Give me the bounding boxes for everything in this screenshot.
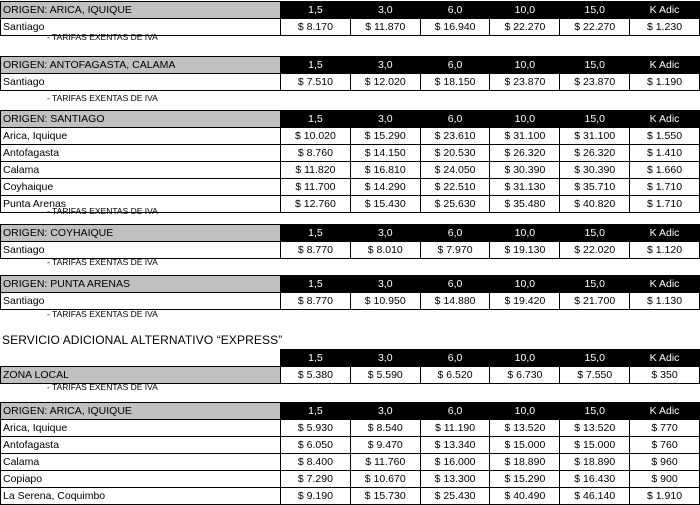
- rate-cell: $ 25.430: [420, 488, 490, 505]
- extra-kg-column-header: K Adic: [630, 403, 700, 420]
- rate-cell: $ 1.550: [630, 128, 700, 145]
- rate-cell: $ 30.390: [560, 162, 630, 179]
- table-row: [1, 74, 700, 91]
- express-zona-local-block: [0, 349, 700, 384]
- destination-label: Coyhaique: [1, 179, 281, 196]
- rate-cell: $ 1.230: [630, 19, 700, 36]
- rate-cell: $ 11.760: [350, 454, 420, 471]
- origin-header: ORIGEN: ANTOFAGASTA, CALAMA: [1, 57, 281, 74]
- rate-cell: $ 11.700: [281, 179, 351, 196]
- weight-column-header: 15,0: [560, 111, 630, 128]
- extra-kg-column-header: K Adic: [630, 350, 700, 367]
- rate-cell: $ 8.770: [281, 242, 351, 259]
- tariff-block-santiago: [0, 110, 700, 213]
- rate-cell: $ 20.530: [420, 145, 490, 162]
- rate-cell: $ 15.000: [490, 437, 560, 454]
- weight-column-header: 3,0: [350, 276, 420, 293]
- weight-column-header: 3,0: [350, 403, 420, 420]
- rate-cell: $ 760: [630, 437, 700, 454]
- weight-column-header: 10,0: [490, 111, 560, 128]
- rate-cell: $ 9.470: [350, 437, 420, 454]
- tax-exempt-note: - TARIFAS EXENTAS DE IVA: [47, 309, 158, 319]
- rate-cell: $ 14.150: [350, 145, 420, 162]
- tariff-table: [0, 110, 700, 213]
- rate-cell: $ 5.380: [281, 367, 351, 384]
- weight-column-header: 1,5: [281, 403, 351, 420]
- destination-label: La Serena, Coquimbo: [1, 488, 281, 505]
- origin-header: ORIGEN: COYHAIQUE: [1, 225, 281, 242]
- express-section-title: SERVICIO ADICIONAL ALTERNATIVO “EXPRESS”: [2, 333, 283, 347]
- table-row: [1, 471, 700, 488]
- table-row: [1, 437, 700, 454]
- destination-label: Santiago: [1, 19, 281, 36]
- table-row: [1, 179, 700, 196]
- header-row: [1, 225, 700, 242]
- header-row: [1, 276, 700, 293]
- weight-column-header: 1,5: [281, 2, 351, 19]
- table-row: [1, 162, 700, 179]
- table-row: [1, 454, 700, 471]
- rate-cell: $ 18.890: [490, 454, 560, 471]
- extra-kg-column-header: K Adic: [630, 57, 700, 74]
- weight-column-header: 15,0: [560, 2, 630, 19]
- extra-kg-column-header: K Adic: [630, 225, 700, 242]
- table-row: [1, 293, 700, 310]
- weight-column-header: 15,0: [560, 57, 630, 74]
- rate-cell: $ 31.100: [490, 128, 560, 145]
- rate-cell: $ 14.290: [350, 179, 420, 196]
- weight-column-header: 10,0: [490, 57, 560, 74]
- tariff-block-coyhaique: [0, 224, 700, 259]
- rate-cell: $ 10.670: [350, 471, 420, 488]
- rate-cell: $ 15.290: [490, 471, 560, 488]
- table-row: [1, 145, 700, 162]
- tariff-table: [0, 402, 700, 505]
- rate-cell: $ 40.820: [560, 196, 630, 213]
- weight-column-header: 3,0: [350, 350, 420, 367]
- tax-exempt-note: - TARIFAS EXENTAS DE IVA: [47, 206, 158, 216]
- weight-column-header: 10,0: [490, 2, 560, 19]
- extra-kg-column-header: K Adic: [630, 276, 700, 293]
- rate-cell: $ 1.660: [630, 162, 700, 179]
- rate-cell: $ 16.810: [350, 162, 420, 179]
- weight-column-header: 6,0: [420, 2, 490, 19]
- rate-cell: $ 12.760: [281, 196, 351, 213]
- weight-column-header: 1,5: [281, 225, 351, 242]
- rate-cell: $ 1.130: [630, 293, 700, 310]
- table-row: [1, 420, 700, 437]
- header-row: [1, 403, 700, 420]
- tax-exempt-note: - TARIFAS EXENTAS DE IVA: [47, 257, 158, 267]
- rate-cell: $ 18.890: [560, 454, 630, 471]
- blank-header-cell: [1, 350, 281, 367]
- rate-cell: $ 13.520: [560, 420, 630, 437]
- express-block-arica-iquique: [0, 402, 700, 505]
- rate-cell: $ 10.950: [350, 293, 420, 310]
- rate-cell: $ 15.730: [350, 488, 420, 505]
- table-row: [1, 128, 700, 145]
- rate-cell: $ 12.020: [350, 74, 420, 91]
- rate-cell: $ 1.190: [630, 74, 700, 91]
- destination-label: Santiago: [1, 74, 281, 91]
- destination-label: Antofagasta: [1, 437, 281, 454]
- rate-cell: $ 7.290: [281, 471, 351, 488]
- tax-exempt-note: - TARIFAS EXENTAS DE IVA: [47, 32, 158, 42]
- rate-cell: $ 22.270: [560, 19, 630, 36]
- header-row: [1, 111, 700, 128]
- tariff-block-antofagasta-calama: [0, 56, 700, 91]
- weight-column-header: 1,5: [281, 111, 351, 128]
- rate-cell: $ 6.520: [420, 367, 490, 384]
- origin-header: ORIGEN: ARICA, IQUIQUE: [1, 403, 281, 420]
- tariff-table: [0, 275, 700, 310]
- destination-label: Punta Arenas: [1, 196, 281, 213]
- origin-header: ORIGEN: SANTIAGO: [1, 111, 281, 128]
- weight-column-header: 6,0: [420, 57, 490, 74]
- rate-cell: $ 23.870: [560, 74, 630, 91]
- rate-cell: $ 1.120: [630, 242, 700, 259]
- rate-cell: $ 8.010: [350, 242, 420, 259]
- rate-cell: $ 46.140: [560, 488, 630, 505]
- rate-cell: $ 26.320: [560, 145, 630, 162]
- weight-column-header: 10,0: [490, 225, 560, 242]
- rate-cell: $ 15.430: [350, 196, 420, 213]
- destination-label: Calama: [1, 454, 281, 471]
- rate-cell: $ 6.730: [490, 367, 560, 384]
- rate-cell: $ 7.550: [560, 367, 630, 384]
- rate-cell: $ 1.410: [630, 145, 700, 162]
- weight-column-header: 1,5: [281, 276, 351, 293]
- destination-label: Santiago: [1, 293, 281, 310]
- rate-cell: $ 5.930: [281, 420, 351, 437]
- tax-exempt-note: - TARIFAS EXENTAS DE IVA: [47, 382, 158, 392]
- rate-cell: $ 7.970: [420, 242, 490, 259]
- origin-header: ORIGEN: PUNTA ARENAS: [1, 276, 281, 293]
- rate-cell: $ 770: [630, 420, 700, 437]
- weight-column-header: 6,0: [420, 111, 490, 128]
- rate-cell: $ 26.320: [490, 145, 560, 162]
- rate-cell: $ 11.870: [350, 19, 420, 36]
- weight-column-header: 3,0: [350, 111, 420, 128]
- rate-cell: $ 35.710: [560, 179, 630, 196]
- destination-label: Santiago: [1, 242, 281, 259]
- header-row: [1, 350, 700, 367]
- destination-label: Copiapo: [1, 471, 281, 488]
- destination-label: Arica, Iquique: [1, 420, 281, 437]
- weight-column-header: 3,0: [350, 2, 420, 19]
- weight-column-header: 15,0: [560, 276, 630, 293]
- rate-cell: $ 15.290: [350, 128, 420, 145]
- rate-cell: $ 8.400: [281, 454, 351, 471]
- weight-column-header: 6,0: [420, 403, 490, 420]
- rate-cell: $ 7.510: [281, 74, 351, 91]
- weight-column-header: 10,0: [490, 403, 560, 420]
- rate-cell: $ 13.520: [490, 420, 560, 437]
- weight-column-header: 15,0: [560, 350, 630, 367]
- rate-cell: $ 5.590: [350, 367, 420, 384]
- extra-kg-column-header: K Adic: [630, 2, 700, 19]
- rate-cell: $ 25.630: [420, 196, 490, 213]
- rate-cell: $ 8.770: [281, 293, 351, 310]
- rate-cell: $ 22.020: [560, 242, 630, 259]
- weight-column-header: 10,0: [490, 350, 560, 367]
- rate-cell: $ 11.820: [281, 162, 351, 179]
- rate-cell: $ 13.340: [420, 437, 490, 454]
- header-row: [1, 2, 700, 19]
- extra-kg-column-header: K Adic: [630, 111, 700, 128]
- zone-label: ZONA LOCAL: [1, 367, 281, 384]
- rate-cell: $ 35.480: [490, 196, 560, 213]
- rate-cell: $ 19.420: [490, 293, 560, 310]
- rate-cell: $ 8.760: [281, 145, 351, 162]
- rate-cell: $ 350: [630, 367, 700, 384]
- weight-column-header: 10,0: [490, 276, 560, 293]
- rate-cell: $ 14.880: [420, 293, 490, 310]
- rate-cell: $ 960: [630, 454, 700, 471]
- rate-cell: $ 6.050: [281, 437, 351, 454]
- weight-column-header: 15,0: [560, 225, 630, 242]
- destination-label: Antofagasta: [1, 145, 281, 162]
- rate-cell: $ 13.300: [420, 471, 490, 488]
- rate-cell: $ 16.430: [560, 471, 630, 488]
- tariff-table: [0, 349, 700, 384]
- weight-column-header: 6,0: [420, 350, 490, 367]
- weight-column-header: 3,0: [350, 225, 420, 242]
- rate-cell: $ 19.130: [490, 242, 560, 259]
- rate-cell: $ 900: [630, 471, 700, 488]
- header-row: [1, 57, 700, 74]
- rate-cell: $ 1.710: [630, 179, 700, 196]
- tax-exempt-note: - TARIFAS EXENTAS DE IVA: [47, 93, 158, 103]
- rate-cell: $ 16.940: [420, 19, 490, 36]
- rate-cell: $ 23.870: [490, 74, 560, 91]
- rate-cell: $ 23.610: [420, 128, 490, 145]
- rate-cell: $ 24.050: [420, 162, 490, 179]
- weight-column-header: 1,5: [281, 57, 351, 74]
- rate-cell: $ 15.000: [560, 437, 630, 454]
- destination-label: Calama: [1, 162, 281, 179]
- tariff-table: [0, 56, 700, 91]
- rate-cell: $ 18.150: [420, 74, 490, 91]
- rate-cell: $ 8.170: [281, 19, 351, 36]
- rate-cell: $ 11.190: [420, 420, 490, 437]
- rate-cell: $ 21.700: [560, 293, 630, 310]
- rate-cell: $ 30.390: [490, 162, 560, 179]
- origin-header: ORIGEN: ARICA, IQUIQUE: [1, 2, 281, 19]
- rate-cell: $ 8.540: [350, 420, 420, 437]
- weight-column-header: 1,5: [281, 350, 351, 367]
- rate-cell: $ 10.020: [281, 128, 351, 145]
- rate-cell: $ 31.130: [490, 179, 560, 196]
- tariff-block-punta-arenas: [0, 275, 700, 310]
- table-row: [1, 488, 700, 505]
- rate-cell: $ 40.490: [490, 488, 560, 505]
- rate-cell: $ 16.000: [420, 454, 490, 471]
- weight-column-header: 15,0: [560, 403, 630, 420]
- rate-cell: $ 1.710: [630, 196, 700, 213]
- tariff-table: [0, 224, 700, 259]
- rate-cell: $ 9.190: [281, 488, 351, 505]
- rate-cell: $ 22.510: [420, 179, 490, 196]
- rate-cell: $ 22.270: [490, 19, 560, 36]
- weight-column-header: 6,0: [420, 225, 490, 242]
- weight-column-header: 3,0: [350, 57, 420, 74]
- weight-column-header: 6,0: [420, 276, 490, 293]
- destination-label: Arica, Iquique: [1, 128, 281, 145]
- rate-cell: $ 31.100: [560, 128, 630, 145]
- rate-cell: $ 1.910: [630, 488, 700, 505]
